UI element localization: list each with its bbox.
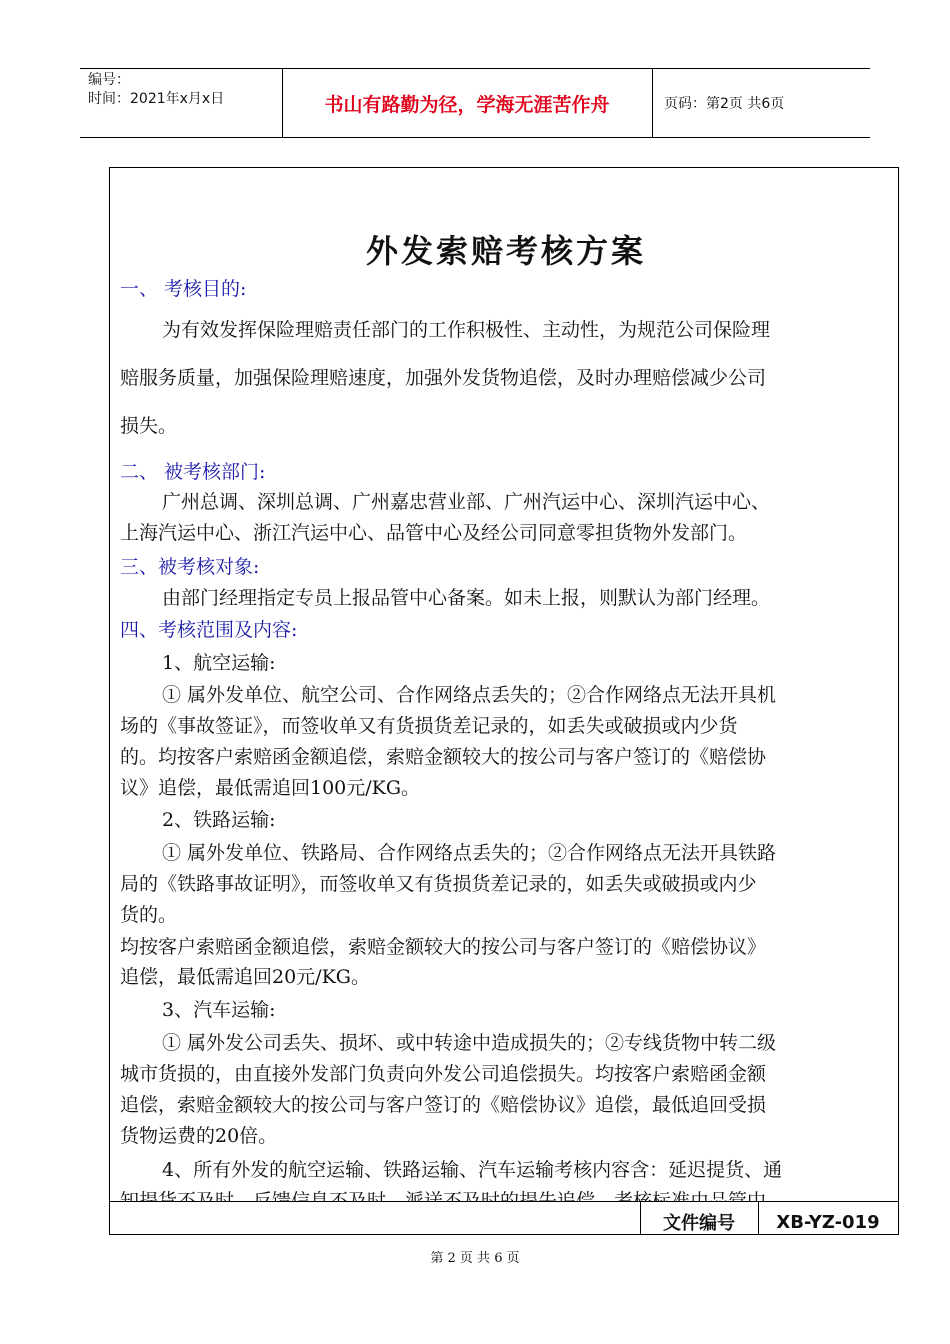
paragraph-line: 追偿，最低需追回20元/KG。 bbox=[120, 966, 370, 988]
subsection-heading-road: 3、汽车运输: bbox=[162, 999, 276, 1021]
file-number-label: 文件编号 bbox=[663, 1213, 735, 1234]
header-page-info: 页码：第2页 共6页 bbox=[664, 96, 785, 112]
section-heading-scope: 四、考核范围及内容: bbox=[120, 619, 298, 641]
paragraph-line: 广州总调、深圳总调、广州嘉忠营业部、广州汽运中心、深圳汽运中心、 bbox=[162, 491, 771, 513]
paragraph-line: 均按客户索赔函金额追偿，索赔金额较大的按公司与客户签订的《赔偿协议》 bbox=[120, 936, 767, 958]
header-divider bbox=[652, 69, 653, 137]
page-header bbox=[80, 68, 870, 138]
paragraph-line: ① 属外发公司丢失、损坏、或中转途中造成损失的；②专线货物中转二级 bbox=[162, 1032, 777, 1054]
subsection-heading-air: 1、航空运输: bbox=[162, 652, 276, 674]
paragraph-line: 局的《铁路事故证明》，而签收单又有货损货差记录的，如丢失或破损或内少 bbox=[120, 873, 757, 895]
header-time-label: 时间：2021年x月x日 bbox=[88, 91, 225, 107]
paragraph-line: 上海汽运中心、浙江汽运中心、品管中心及经公司同意零担货物外发部门。 bbox=[120, 522, 748, 544]
section-heading-departments: 二、 被考核部门: bbox=[120, 461, 266, 483]
paragraph-line: 由部门经理指定专员上报品管中心备案。如未上报，则默认为部门经理。 bbox=[162, 587, 771, 609]
document-title: 外发索赔考核方案 bbox=[365, 232, 646, 270]
section-heading-targets: 三、被考核对象: bbox=[120, 556, 260, 578]
header-number-label: 编号： bbox=[88, 72, 130, 88]
paragraph-line: 赔服务质量，加强保险理赔速度，加强外发货物追偿，及时办理赔偿减少公司 bbox=[120, 367, 767, 389]
page-footer: 第 2 页 共 6 页 bbox=[430, 1251, 520, 1266]
section-heading-purpose: 一、 考核目的: bbox=[120, 278, 247, 300]
paragraph-line: 货物运费的20倍。 bbox=[120, 1125, 278, 1147]
paragraph-line: 城市货损的，由直接外发部门负责向外发公司追偿损失。均按客户索赔函金额 bbox=[120, 1063, 767, 1085]
paragraph-line: 议》追偿，最低需追回100元/KG。 bbox=[120, 777, 421, 799]
paragraph-line: 货的。 bbox=[120, 904, 178, 926]
header-motto: 书山有路勤为径，学海无涯苦作舟 bbox=[324, 93, 610, 116]
paragraph-line: 的。均按客户索赔函金额追偿，索赔金额较大的按公司与客户签订的《赔偿协 bbox=[120, 746, 767, 768]
paragraph-line: ① 属外发单位、铁路局、合作网络点丢失的；②合作网络点无法开具铁路 bbox=[162, 842, 777, 864]
header-meta bbox=[88, 71, 224, 109]
paragraph-line: ① 属外发单位、航空公司、合作网络点丢失的；②合作网络点无法开具机 bbox=[162, 684, 777, 706]
subsection-heading-rail: 2、铁路运输: bbox=[162, 809, 276, 831]
document-frame bbox=[109, 167, 899, 1235]
paragraph-line: 为有效发挥保险理赔责任部门的工作积极性、主动性，为规范公司保险理 bbox=[162, 319, 771, 341]
file-number-value: XB-YZ-019 bbox=[776, 1211, 880, 1233]
paragraph-line: 追偿，索赔金额较大的按公司与客户签订的《赔偿协议》追偿，最低追回受损 bbox=[120, 1094, 767, 1116]
paragraph-line: 损失。 bbox=[120, 415, 178, 437]
paragraph-line: 4、所有外发的航空运输、铁路运输、汽车运输考核内容含：延迟提货、通 bbox=[162, 1159, 783, 1181]
paragraph-line: 场的《事故签证》，而签收单又有货损货差记录的，如丢失或破损或内少货 bbox=[120, 715, 738, 737]
file-number-row bbox=[110, 1201, 898, 1235]
